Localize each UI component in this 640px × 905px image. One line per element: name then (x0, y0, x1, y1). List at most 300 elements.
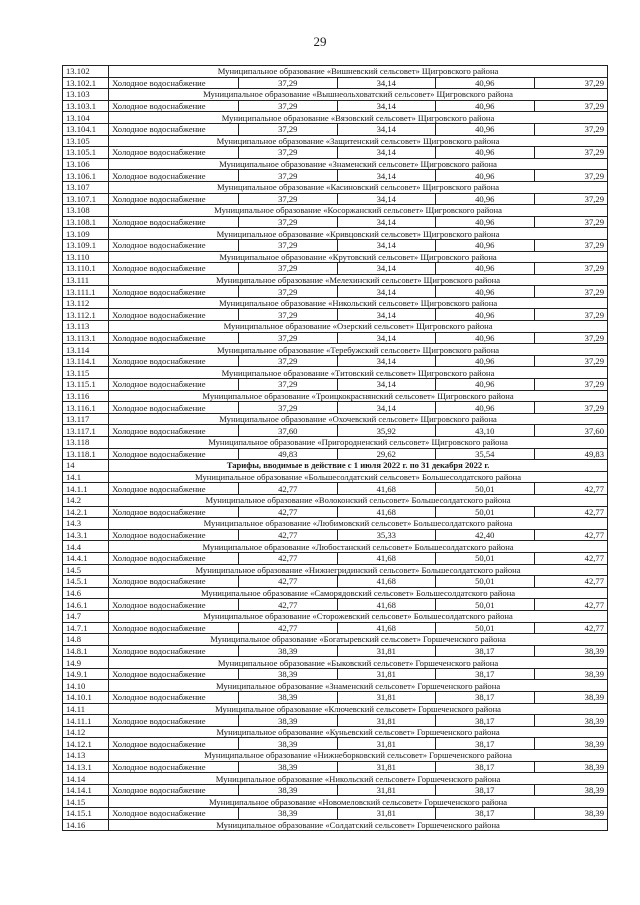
municipality-row (63, 634, 608, 646)
tariff-value-1: 37,29 (239, 402, 338, 414)
row-number: 14.7.1 (63, 622, 109, 634)
municipality-name: Муниципальное образование «Знаменский сельсовет» Горшеченского района (109, 680, 608, 692)
row-number: 14.16 (63, 819, 109, 831)
tariff-value-1: 37,29 (239, 170, 338, 182)
municipality-name: Муниципальное образование «Куньевский сельсовет» Горшеченского района (109, 726, 608, 738)
tariff-value-1: 38,39 (239, 645, 338, 657)
tariff-value-3: 50,01 (436, 483, 535, 495)
municipality-name: Муниципальное образование «Богатыревский сельсовет» Горшеченского района (109, 634, 608, 646)
tariff-value-1: 38,39 (239, 784, 338, 796)
service-name: Холодное водоснабжение (109, 77, 239, 89)
tariff-value-1: 37,29 (239, 379, 338, 391)
municipality-row (63, 390, 608, 402)
municipality-row (63, 541, 608, 553)
tariff-value-1: 38,39 (239, 715, 338, 727)
tariff-value-1: 37,60 (239, 425, 338, 437)
row-number: 13.102 (63, 66, 109, 78)
row-number: 13.110 (63, 251, 109, 263)
tariff-row (63, 448, 608, 460)
tariff-value-4: 37,29 (534, 216, 607, 228)
tariff-value-4: 42,77 (534, 576, 607, 588)
tariff-value-1: 37,29 (239, 216, 338, 228)
tariff-value-4: 38,39 (534, 738, 607, 750)
tariff-value-4: 37,29 (534, 147, 607, 159)
municipality-name: Муниципальное образование «Волоконский сельсовет» Большесолдатского района (109, 494, 608, 506)
municipality-row (63, 750, 608, 762)
tariff-value-2: 35,33 (337, 529, 436, 541)
tariff-row (63, 761, 608, 773)
tariff-value-3: 38,17 (436, 784, 535, 796)
municipality-name: Муниципальное образование «Любимовский сельсовет» Большесолдатского района (109, 518, 608, 530)
row-number: 13.115 (63, 367, 109, 379)
tariff-value-4: 38,39 (534, 692, 607, 704)
tariff-value-3: 35,54 (436, 448, 535, 460)
tariff-value-1: 37,29 (239, 100, 338, 112)
tariff-row (63, 100, 608, 112)
row-number: 14.12.1 (63, 738, 109, 750)
row-number: 14.11.1 (63, 715, 109, 727)
tariff-value-2: 34,14 (337, 286, 436, 298)
tariff-row (63, 483, 608, 495)
tariff-value-3: 38,17 (436, 738, 535, 750)
tariff-value-4: 49,83 (534, 448, 607, 460)
section-title: Тарифы, вводимые в действие с 1 июля 2022 г. по 31 декабря 2022 г. (109, 460, 608, 472)
tariff-value-1: 49,83 (239, 448, 338, 460)
municipality-row (63, 205, 608, 217)
row-number: 14.15.1 (63, 808, 109, 820)
row-number: 14.6 (63, 587, 109, 599)
row-number: 13.114.1 (63, 355, 109, 367)
municipality-row (63, 112, 608, 124)
tariff-value-2: 31,81 (337, 808, 436, 820)
municipality-name: Муниципальное образование «Нижнеборковский сельсовет» Горшеченского района (109, 750, 608, 762)
municipality-name: Муниципальное образование «Косоржанский сельсовет» Щигровского района (109, 205, 608, 217)
municipality-name: Муниципальное образование «Ключевский сельсовет» Горшеченского района (109, 703, 608, 715)
tariff-row (63, 668, 608, 680)
tariff-row (63, 715, 608, 727)
tariff-value-4: 37,29 (534, 77, 607, 89)
municipality-row (63, 274, 608, 286)
tariff-value-4: 37,29 (534, 379, 607, 391)
row-number: 13.111.1 (63, 286, 109, 298)
tariff-value-3: 38,17 (436, 645, 535, 657)
tariff-value-4: 37,29 (534, 239, 607, 251)
tariff-value-4: 37,29 (534, 193, 607, 205)
tariff-value-4: 42,77 (534, 483, 607, 495)
row-number: 13.116.1 (63, 402, 109, 414)
tariff-value-2: 41,68 (337, 483, 436, 495)
tariff-value-2: 31,81 (337, 761, 436, 773)
row-number: 13.107 (63, 181, 109, 193)
municipality-name: Муниципальное образование «Вышнеольховатский сельсовет» Щигровского района (109, 89, 608, 101)
row-number: 13.117.1 (63, 425, 109, 437)
row-number: 13.105.1 (63, 147, 109, 159)
service-name: Холодное водоснабжение (109, 216, 239, 228)
municipality-row (63, 297, 608, 309)
municipality-row (63, 228, 608, 240)
section-heading-row (63, 460, 608, 472)
row-number: 14.1.1 (63, 483, 109, 495)
tariff-value-2: 34,14 (337, 239, 436, 251)
municipality-name: Муниципальное образование «Знаменский сельсовет» Щигровского района (109, 158, 608, 170)
tariff-value-4: 37,60 (534, 425, 607, 437)
municipality-name: Муниципальное образование «Защитенский сельсовет» Щигровского района (109, 135, 608, 147)
row-number: 14.13.1 (63, 761, 109, 773)
tariff-value-1: 42,77 (239, 599, 338, 611)
tariff-row (63, 239, 608, 251)
tariff-row (63, 332, 608, 344)
service-name: Холодное водоснабжение (109, 239, 239, 251)
tariff-value-1: 42,77 (239, 622, 338, 634)
row-number: 13.106.1 (63, 170, 109, 182)
tariff-value-1: 42,77 (239, 529, 338, 541)
tariff-value-3: 40,96 (436, 332, 535, 344)
row-number: 14 (63, 460, 109, 472)
row-number: 13.115.1 (63, 379, 109, 391)
municipality-row (63, 251, 608, 263)
service-name: Холодное водоснабжение (109, 402, 239, 414)
municipality-name: Муниципальное образование «Солдатский сельсовет» Горшеченского района (109, 819, 608, 831)
tariff-value-2: 34,14 (337, 332, 436, 344)
row-number: 14.2 (63, 494, 109, 506)
service-name: Холодное водоснабжение (109, 552, 239, 564)
row-number: 13.116 (63, 390, 109, 402)
municipality-row (63, 773, 608, 785)
tariff-value-4: 42,77 (534, 552, 607, 564)
tariff-value-1: 38,39 (239, 692, 338, 704)
tariff-value-3: 50,01 (436, 552, 535, 564)
row-number: 14.5 (63, 564, 109, 576)
municipality-name: Муниципальное образование «Мелехинский сельсовет» Щигровского района (109, 274, 608, 286)
tariff-value-2: 34,14 (337, 123, 436, 135)
tariff-row (63, 402, 608, 414)
tariff-row (63, 193, 608, 205)
municipality-row (63, 181, 608, 193)
tariff-value-3: 40,96 (436, 309, 535, 321)
row-number: 13.111 (63, 274, 109, 286)
municipality-row (63, 680, 608, 692)
tariff-value-4: 37,29 (534, 309, 607, 321)
tariff-value-2: 34,14 (337, 193, 436, 205)
tariff-value-4: 38,39 (534, 761, 607, 773)
municipality-row (63, 89, 608, 101)
municipality-row (63, 135, 608, 147)
service-name: Холодное водоснабжение (109, 715, 239, 727)
tariff-value-3: 40,96 (436, 402, 535, 414)
municipality-name: Муниципальное образование «Новомеловский сельсовет» Горшеченского района (109, 796, 608, 808)
tariff-value-1: 37,29 (239, 286, 338, 298)
municipality-name: Муниципальное образование «Никольский сельсовет» Горшеченского района (109, 773, 608, 785)
tariff-value-2: 34,14 (337, 402, 436, 414)
row-number: 13.104.1 (63, 123, 109, 135)
tariff-value-1: 37,29 (239, 239, 338, 251)
tariff-value-4: 37,29 (534, 263, 607, 275)
tariff-value-4: 38,39 (534, 645, 607, 657)
tariff-value-1: 37,29 (239, 77, 338, 89)
tariff-value-3: 40,96 (436, 263, 535, 275)
tariff-value-2: 34,14 (337, 263, 436, 275)
municipality-row (63, 610, 608, 622)
municipality-name: Муниципальное образование «Вязовский сельсовет» Щигровского района (109, 112, 608, 124)
municipality-row (63, 703, 608, 715)
row-number: 14.12 (63, 726, 109, 738)
tariff-value-4: 42,77 (534, 529, 607, 541)
tariff-table (62, 65, 608, 831)
municipality-name: Муниципальное образование «Касиновский сельсовет» Щигровского района (109, 181, 608, 193)
row-number: 13.118.1 (63, 448, 109, 460)
tariff-value-1: 42,77 (239, 576, 338, 588)
service-name: Холодное водоснабжение (109, 100, 239, 112)
tariff-row (63, 379, 608, 391)
tariff-value-3: 38,17 (436, 692, 535, 704)
tariff-value-4: 42,77 (534, 622, 607, 634)
service-name: Холодное водоснабжение (109, 332, 239, 344)
tariff-row (63, 576, 608, 588)
tariff-value-3: 43,10 (436, 425, 535, 437)
tariff-value-1: 37,29 (239, 147, 338, 159)
tariff-value-3: 40,96 (436, 100, 535, 112)
row-number: 14.3.1 (63, 529, 109, 541)
row-number: 13.108.1 (63, 216, 109, 228)
service-name: Холодное водоснабжение (109, 425, 239, 437)
tariff-value-3: 40,96 (436, 239, 535, 251)
row-number: 13.117 (63, 413, 109, 425)
tariff-row (63, 77, 608, 89)
tariff-value-4: 42,77 (534, 599, 607, 611)
service-name: Холодное водоснабжение (109, 576, 239, 588)
service-name: Холодное водоснабжение (109, 309, 239, 321)
municipality-row (63, 344, 608, 356)
service-name: Холодное водоснабжение (109, 506, 239, 518)
row-number: 13.106 (63, 158, 109, 170)
page-number: 29 (313, 34, 327, 49)
tariff-value-3: 50,01 (436, 599, 535, 611)
tariff-value-2: 31,81 (337, 645, 436, 657)
tariff-row (63, 123, 608, 135)
tariff-value-2: 41,68 (337, 552, 436, 564)
tariff-value-2: 34,14 (337, 216, 436, 228)
tariff-value-2: 34,14 (337, 379, 436, 391)
row-number: 13.112.1 (63, 309, 109, 321)
municipality-name: Муниципальное образование «Нижнегридинский сельсовет» Большесолдатского района (109, 564, 608, 576)
tariff-row (63, 599, 608, 611)
municipality-name: Муниципальное образование «Крутовский сельсовет» Щигровского района (109, 251, 608, 263)
municipality-name: Муниципальное образование «Охочевский сельсовет» Щигровского района (109, 413, 608, 425)
service-name: Холодное водоснабжение (109, 668, 239, 680)
service-name: Холодное водоснабжение (109, 692, 239, 704)
row-number: 14.4.1 (63, 552, 109, 564)
tariff-value-2: 34,14 (337, 77, 436, 89)
service-name: Холодное водоснабжение (109, 645, 239, 657)
tariff-value-3: 38,17 (436, 761, 535, 773)
municipality-name: Муниципальное образование «Большесолдатский сельсовет» Большесолдатского района (109, 471, 608, 483)
service-name: Холодное водоснабжение (109, 448, 239, 460)
row-number: 14.6.1 (63, 599, 109, 611)
tariff-value-2: 41,68 (337, 622, 436, 634)
tariff-row (63, 808, 608, 820)
tariff-value-3: 50,01 (436, 576, 535, 588)
row-number: 13.105 (63, 135, 109, 147)
service-name: Холодное водоснабжение (109, 529, 239, 541)
tariff-value-3: 50,01 (436, 622, 535, 634)
tariff-value-3: 50,01 (436, 506, 535, 518)
row-number: 13.102.1 (63, 77, 109, 89)
service-name: Холодное водоснабжение (109, 622, 239, 634)
municipality-name: Муниципальное образование «Вишневский сельсовет» Щигровского района (109, 66, 608, 78)
row-number: 13.113.1 (63, 332, 109, 344)
tariff-value-1: 38,39 (239, 808, 338, 820)
row-number: 14.9.1 (63, 668, 109, 680)
tariff-value-2: 41,68 (337, 506, 436, 518)
tariff-value-3: 38,17 (436, 715, 535, 727)
tariff-row (63, 622, 608, 634)
tariff-value-4: 38,39 (534, 668, 607, 680)
municipality-row (63, 564, 608, 576)
tariff-value-1: 37,29 (239, 193, 338, 205)
row-number: 13.104 (63, 112, 109, 124)
municipality-name: Муниципальное образование «Сторожевский сельсовет» Большесолдатского района (109, 610, 608, 622)
tariff-value-1: 38,39 (239, 668, 338, 680)
row-number: 14.2.1 (63, 506, 109, 518)
tariff-row (63, 692, 608, 704)
tariff-row (63, 309, 608, 321)
municipality-row (63, 471, 608, 483)
tariff-value-4: 42,77 (534, 506, 607, 518)
tariff-value-4: 38,39 (534, 808, 607, 820)
row-number: 13.109 (63, 228, 109, 240)
tariff-value-1: 38,39 (239, 738, 338, 750)
tariff-value-2: 34,14 (337, 170, 436, 182)
row-number: 14.3 (63, 518, 109, 530)
tariff-row (63, 355, 608, 367)
row-number: 13.118 (63, 437, 109, 449)
row-number: 14.5.1 (63, 576, 109, 588)
tariff-value-1: 37,29 (239, 355, 338, 367)
tariff-row (63, 425, 608, 437)
municipality-name: Муниципальное образование «Теребужский сельсовет» Щигровского района (109, 344, 608, 356)
service-name: Холодное водоснабжение (109, 147, 239, 159)
service-name: Холодное водоснабжение (109, 483, 239, 495)
tariff-value-2: 31,81 (337, 738, 436, 750)
tariff-value-2: 31,81 (337, 784, 436, 796)
row-number: 14.10.1 (63, 692, 109, 704)
tariff-row (63, 784, 608, 796)
tariff-value-3: 38,17 (436, 668, 535, 680)
tariff-value-3: 40,96 (436, 286, 535, 298)
row-number: 13.107.1 (63, 193, 109, 205)
tariff-value-3: 38,17 (436, 808, 535, 820)
tariff-value-1: 37,29 (239, 309, 338, 321)
municipality-row (63, 518, 608, 530)
municipality-name: Муниципальное образование «Озерский сельсовет» Щигровского района (109, 321, 608, 333)
row-number: 13.103.1 (63, 100, 109, 112)
municipality-row (63, 796, 608, 808)
municipality-row (63, 819, 608, 831)
tariff-value-4: 37,29 (534, 332, 607, 344)
municipality-row (63, 587, 608, 599)
row-number: 14.7 (63, 610, 109, 622)
row-number: 13.103 (63, 89, 109, 101)
row-number: 14.4 (63, 541, 109, 553)
tariff-value-3: 40,96 (436, 355, 535, 367)
row-number: 13.113 (63, 321, 109, 333)
municipality-row (63, 158, 608, 170)
municipality-row (63, 321, 608, 333)
tariff-value-3: 40,96 (436, 123, 535, 135)
municipality-name: Муниципальное образование «Кривцовский сельсовет» Щигровского района (109, 228, 608, 240)
row-number: 13.110.1 (63, 263, 109, 275)
row-number: 13.114 (63, 344, 109, 356)
service-name: Холодное водоснабжение (109, 286, 239, 298)
tariff-row (63, 216, 608, 228)
tariff-value-2: 34,14 (337, 100, 436, 112)
row-number: 14.10 (63, 680, 109, 692)
service-name: Холодное водоснабжение (109, 193, 239, 205)
row-number: 14.14 (63, 773, 109, 785)
tariff-value-1: 38,39 (239, 761, 338, 773)
municipality-row (63, 726, 608, 738)
tariff-row (63, 738, 608, 750)
row-number: 13.108 (63, 205, 109, 217)
tariff-row (63, 263, 608, 275)
tariff-row (63, 529, 608, 541)
row-number: 14.8 (63, 634, 109, 646)
municipality-row (63, 367, 608, 379)
row-number: 14.13 (63, 750, 109, 762)
municipality-name: Муниципальное образование «Любостанский сельсовет» Большесолдатского района (109, 541, 608, 553)
municipality-name: Муниципальное образование «Саморядовский сельсовет» Большесолдатского района (109, 587, 608, 599)
row-number: 14.9 (63, 657, 109, 669)
tariff-value-3: 40,96 (436, 193, 535, 205)
tariff-value-1: 37,29 (239, 123, 338, 135)
municipality-name: Муниципальное образование «Титовский сельсовет» Щигровского района (109, 367, 608, 379)
row-number: 13.109.1 (63, 239, 109, 251)
service-name: Холодное водоснабжение (109, 263, 239, 275)
tariff-table-body (63, 66, 608, 831)
service-name: Холодное водоснабжение (109, 599, 239, 611)
row-number: 14.11 (63, 703, 109, 715)
row-number: 14.15 (63, 796, 109, 808)
tariff-row (63, 645, 608, 657)
tariff-value-4: 38,39 (534, 784, 607, 796)
tariff-value-2: 41,68 (337, 576, 436, 588)
tariff-value-2: 29,62 (337, 448, 436, 460)
tariff-value-2: 41,68 (337, 599, 436, 611)
service-name: Холодное водоснабжение (109, 379, 239, 391)
tariff-value-4: 38,39 (534, 715, 607, 727)
service-name: Холодное водоснабжение (109, 738, 239, 750)
row-number: 14.8.1 (63, 645, 109, 657)
tariff-value-2: 35,92 (337, 425, 436, 437)
municipality-name: Муниципальное образование «Никольский сельсовет» Щигровского района (109, 297, 608, 309)
municipality-name: Муниципальное образование «Быковский сельсовет» Горшеченского района (109, 657, 608, 669)
row-number: 14.1 (63, 471, 109, 483)
tariff-value-3: 40,96 (436, 147, 535, 159)
tariff-row (63, 170, 608, 182)
tariff-value-3: 40,96 (436, 379, 535, 391)
tariff-value-4: 37,29 (534, 100, 607, 112)
service-name: Холодное водоснабжение (109, 784, 239, 796)
tariff-value-4: 37,29 (534, 355, 607, 367)
service-name: Холодное водоснабжение (109, 123, 239, 135)
tariff-value-2: 31,81 (337, 668, 436, 680)
municipality-row (63, 437, 608, 449)
municipality-row (63, 413, 608, 425)
tariff-value-1: 37,29 (239, 263, 338, 275)
tariff-value-4: 37,29 (534, 123, 607, 135)
service-name: Холодное водоснабжение (109, 170, 239, 182)
municipality-name: Муниципальное образование «Троицкокраснянский сельсовет» Щигровского района (109, 390, 608, 402)
